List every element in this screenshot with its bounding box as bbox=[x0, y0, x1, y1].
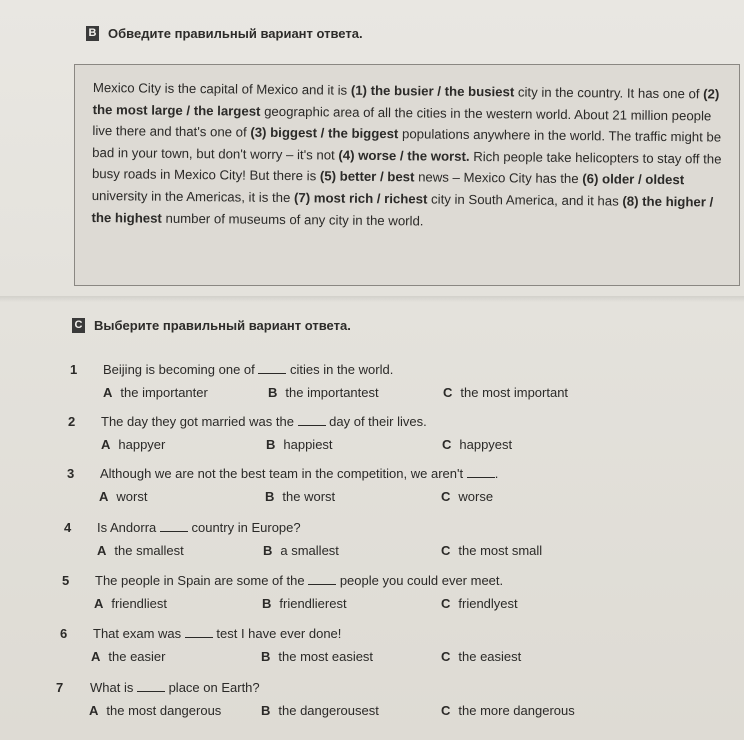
section-b-heading bbox=[86, 26, 363, 41]
option-text: worst bbox=[116, 489, 148, 504]
answer-option[interactable] bbox=[441, 596, 518, 611]
question-stem-start: The people in Spain are some of the bbox=[95, 573, 309, 588]
answer-choice-pair[interactable]: (5) better / best bbox=[319, 168, 415, 185]
question-number: 2 bbox=[68, 414, 76, 429]
answer-option[interactable] bbox=[261, 649, 373, 664]
option-letter: C bbox=[441, 649, 451, 664]
option-text: the more dangerous bbox=[458, 703, 575, 718]
option-letter: B bbox=[265, 489, 275, 504]
option-text: worse bbox=[458, 489, 494, 504]
option-letter: C bbox=[442, 437, 452, 452]
answer-option[interactable] bbox=[261, 703, 379, 718]
option-letter: B bbox=[268, 385, 278, 400]
page-fold-shadow bbox=[0, 296, 744, 302]
option-letter: A bbox=[97, 543, 107, 558]
option-text: the importantest bbox=[285, 385, 379, 400]
answer-option[interactable] bbox=[91, 649, 165, 664]
question-number: 3 bbox=[67, 466, 75, 481]
answer-blank[interactable] bbox=[298, 414, 326, 426]
question-stem bbox=[90, 680, 260, 695]
question-stem bbox=[101, 414, 427, 429]
question-stem-end: test I have ever done! bbox=[212, 626, 342, 641]
option-text: the easiest bbox=[458, 649, 522, 664]
passage-text: university in the Americas, it is the bbox=[91, 187, 295, 206]
option-text: a smallest bbox=[280, 543, 339, 558]
question-stem-end: people you could ever meet. bbox=[336, 573, 504, 588]
question-stem-start: Beijing is becoming one of bbox=[103, 362, 259, 377]
answer-choice-pair[interactable]: (4) worse / the worst. bbox=[338, 147, 470, 164]
question-number: 6 bbox=[60, 626, 68, 641]
reading-passage bbox=[91, 77, 725, 235]
option-letter: A bbox=[89, 703, 99, 718]
question-stem-end: . bbox=[494, 466, 499, 481]
question-stem-end: day of their lives. bbox=[325, 414, 427, 429]
answer-option[interactable] bbox=[262, 596, 347, 611]
question-number: 1 bbox=[70, 362, 78, 377]
answer-choice-pair[interactable]: (3) biggest / the biggest bbox=[250, 124, 399, 142]
option-text: happyest bbox=[459, 437, 513, 452]
question-stem bbox=[95, 573, 503, 588]
option-text: the importanter bbox=[120, 385, 208, 400]
answer-option[interactable] bbox=[441, 703, 575, 718]
option-text: the smallest bbox=[114, 543, 184, 558]
option-letter: B bbox=[263, 543, 273, 558]
section-c-badge: C bbox=[72, 318, 85, 333]
passage-text: Rich people take helicopters to stay off the busy roads in Mexico City! But there is bbox=[91, 148, 722, 184]
answer-option[interactable] bbox=[97, 543, 184, 558]
passage-text: city in South America, and it has bbox=[427, 191, 623, 209]
answer-blank[interactable] bbox=[160, 520, 188, 532]
answer-option[interactable] bbox=[442, 437, 512, 452]
passage-text: populations anywhere in the world. The traffic might be bad in your town, but don't worry – it's not bbox=[92, 126, 722, 163]
option-text: happyer bbox=[118, 437, 166, 452]
section-c-heading bbox=[72, 318, 351, 333]
option-text: the easier bbox=[108, 649, 166, 664]
question-stem-start: The day they got married was the bbox=[101, 414, 298, 429]
answer-option[interactable] bbox=[99, 489, 147, 504]
option-text: the most dangerous bbox=[106, 703, 222, 718]
option-text: the most small bbox=[458, 543, 543, 558]
option-letter: C bbox=[441, 596, 451, 611]
section-c-title: Выберите правильный вариант ответа. bbox=[94, 318, 351, 333]
question-stem-start: What is bbox=[90, 680, 137, 695]
question-stem-start: Is Andorra bbox=[97, 520, 160, 535]
question-stem-start: That exam was bbox=[93, 626, 185, 641]
option-text: the dangerousest bbox=[278, 703, 379, 718]
answer-blank[interactable] bbox=[308, 573, 336, 585]
option-letter: B bbox=[266, 437, 276, 452]
option-text: the most easiest bbox=[278, 649, 374, 664]
option-letter: C bbox=[441, 489, 451, 504]
reading-passage-box bbox=[74, 64, 740, 286]
option-text: friendliest bbox=[111, 596, 168, 611]
answer-blank[interactable] bbox=[185, 626, 213, 638]
question-stem bbox=[103, 362, 393, 377]
option-letter: C bbox=[441, 543, 451, 558]
passage-text: news – Mexico City has the bbox=[414, 169, 583, 187]
question-stem bbox=[100, 466, 498, 481]
answer-option[interactable] bbox=[94, 596, 167, 611]
answer-option[interactable] bbox=[103, 385, 208, 400]
answer-option[interactable] bbox=[268, 385, 379, 400]
question-stem bbox=[97, 520, 301, 535]
answer-choice-pair[interactable]: (6) older / oldest bbox=[582, 171, 685, 188]
option-letter: A bbox=[103, 385, 113, 400]
section-b-title: Обведите правильный вариант ответа. bbox=[108, 26, 363, 41]
answer-choice-pair[interactable]: (2) the most large / the largest bbox=[92, 86, 720, 119]
option-letter: A bbox=[94, 596, 104, 611]
answer-choice-pair[interactable]: (8) the higher / the highest bbox=[91, 193, 714, 226]
section-b-badge: B bbox=[86, 26, 99, 41]
option-letter: C bbox=[441, 703, 451, 718]
option-text: the most important bbox=[460, 385, 569, 400]
answer-option[interactable] bbox=[443, 385, 568, 400]
option-letter: B bbox=[261, 649, 271, 664]
passage-text: city in the country. It has one of bbox=[514, 84, 704, 102]
answer-option[interactable] bbox=[263, 543, 339, 558]
passage-text: number of museums of any city in the world. bbox=[161, 210, 424, 229]
question-stem bbox=[93, 626, 341, 641]
answer-option[interactable] bbox=[266, 437, 333, 452]
option-text: the worst bbox=[282, 489, 336, 504]
option-text: friendlierest bbox=[279, 596, 347, 611]
question-stem-end: place on Earth? bbox=[164, 680, 260, 695]
option-letter: B bbox=[261, 703, 271, 718]
question-stem-start: Although we are not the best team in the competition, we aren't bbox=[100, 466, 467, 481]
answer-option[interactable] bbox=[89, 703, 221, 718]
answer-blank[interactable] bbox=[137, 680, 165, 692]
option-text: friendlyest bbox=[458, 596, 518, 611]
answer-blank[interactable] bbox=[467, 466, 495, 478]
option-letter: B bbox=[262, 596, 272, 611]
passage-text: Mexico City is the capital of Mexico and it is bbox=[92, 79, 351, 98]
question-number: 5 bbox=[62, 573, 70, 588]
answer-blank[interactable] bbox=[258, 362, 286, 374]
answer-option[interactable] bbox=[441, 489, 493, 504]
option-letter: A bbox=[99, 489, 109, 504]
answer-option[interactable] bbox=[265, 489, 335, 504]
answer-option[interactable] bbox=[101, 437, 165, 452]
question-stem-end: country in Europe? bbox=[187, 520, 301, 535]
answer-option[interactable] bbox=[441, 649, 521, 664]
answer-choice-pair[interactable]: (7) most rich / richest bbox=[293, 190, 428, 207]
answer-option[interactable] bbox=[441, 543, 542, 558]
passage-text: geographic area of all the cities in the western world. About 21 million people live there and that's one of bbox=[92, 103, 712, 140]
option-letter: C bbox=[443, 385, 453, 400]
option-text: happiest bbox=[283, 437, 333, 452]
answer-choice-pair[interactable]: (1) the busier / the busiest bbox=[350, 82, 515, 100]
question-number: 7 bbox=[56, 680, 64, 695]
option-letter: A bbox=[101, 437, 111, 452]
option-letter: A bbox=[91, 649, 101, 664]
question-number: 4 bbox=[64, 520, 72, 535]
question-stem-end: cities in the world. bbox=[286, 362, 394, 377]
